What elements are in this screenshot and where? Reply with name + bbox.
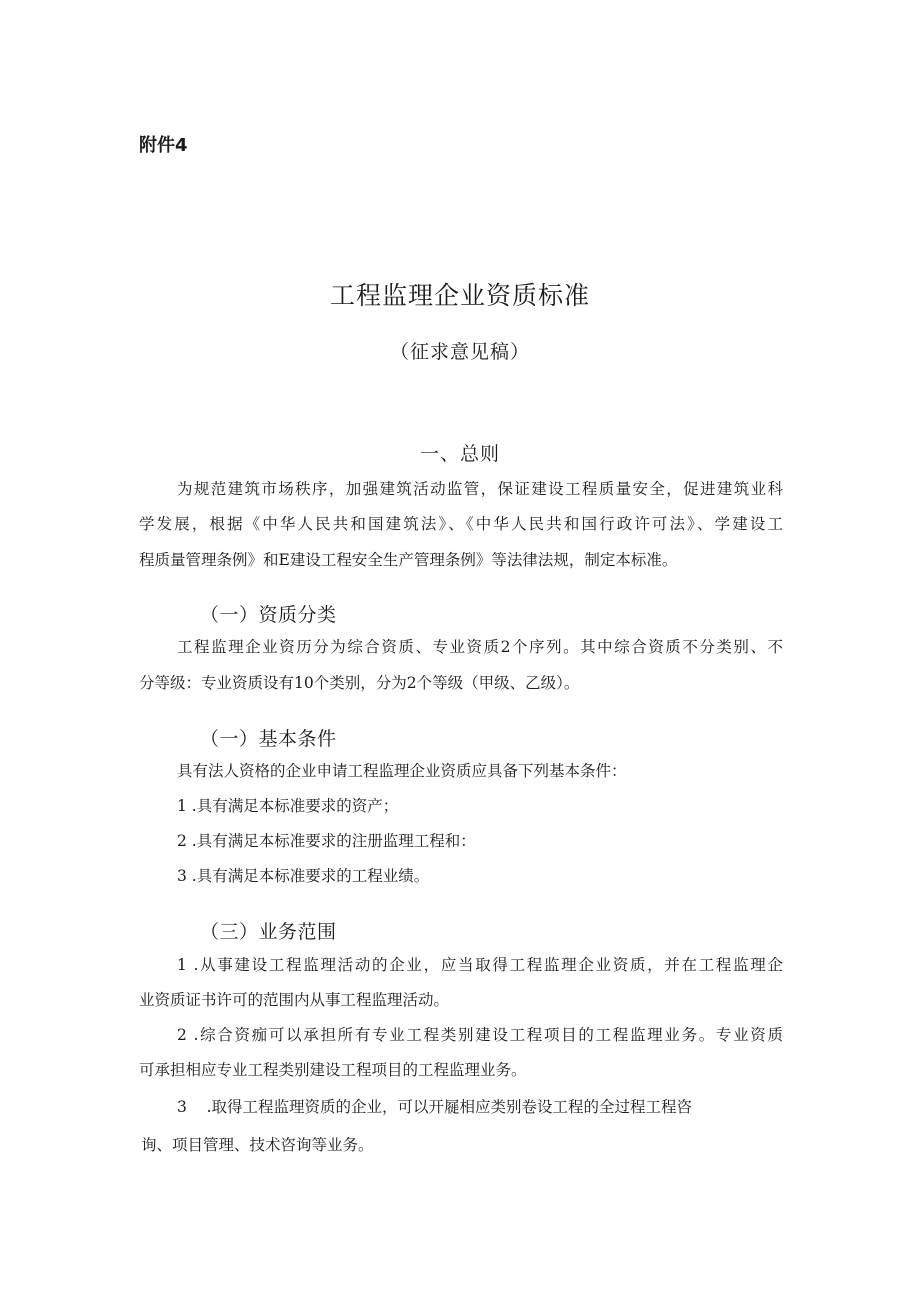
scope-line-1: 1 .从事建设工程监理活动的企业，应当取得工程监理企业资质，并在工程监理企 <box>177 956 783 974</box>
classification-para-line-1: 工程监理企业资历分为综合资质、专业资质2个序列。其中综合资质不分类别、不 <box>177 638 783 656</box>
general-para-line-3: 程质量管理条例》和E建设工程安全生产管理条例》等法律法规，制定本标准。 <box>139 551 678 569</box>
scope-line-5: 3 .取得工程监理资质的企业，可以开屣相应类别卷设工程的全过程工程咨 <box>177 1098 692 1116</box>
section-scope-heading: （三）业务范围 <box>200 921 337 943</box>
attachment-label: 附件4 <box>139 135 188 156</box>
scope-line-4: 可承担相应专业工程类别建设工程项目的工程监理业务。 <box>139 1061 527 1079</box>
scope-line-3: 2 .综合资痂可以承担所有专业工程类别建设工程项目的工程监理业务。专业资质 <box>177 1026 783 1044</box>
section-general-heading: 一、总则 <box>419 443 500 465</box>
basic-item-1: 1 .具有满足本标准要求的资产； <box>177 797 399 815</box>
document-title: 工程监理企业资质标准 <box>329 281 590 310</box>
basic-item-3: 3 .具有满足本标准要求的工程业绩。 <box>177 867 430 885</box>
scope-line-6: 询、项目管理、技术咨询等业务。 <box>141 1136 374 1154</box>
section-basic-heading: （一）基本条件 <box>200 728 337 750</box>
document-subtitle: （征求意见稿） <box>389 341 530 363</box>
classification-para-line-2: 分等级：专业资质设有10个类别，分为2个等级（甲级、乙级）。 <box>139 674 580 692</box>
basic-item-2: 2 .具有满足本标准要求的注册监理工程和： <box>177 832 476 850</box>
basic-intro: 具有法人资格的企业申请工程监理企业资质应具备下列基本条件： <box>177 762 627 780</box>
general-para-line-1: 为规范建筑市场秩序，加强建筑活动监管，保证建设工程质量安全，促进建筑业科 <box>177 480 783 498</box>
section-classification-heading: （一）资质分类 <box>200 604 337 626</box>
general-para-line-2: 学发展，根据《中华人民共和国建筑法》、《中华人民共和国行政许可法》、学建设工 <box>139 515 783 533</box>
scope-line-2: 业资质证书许可的范围内从事工程监理活动。 <box>139 991 450 1009</box>
